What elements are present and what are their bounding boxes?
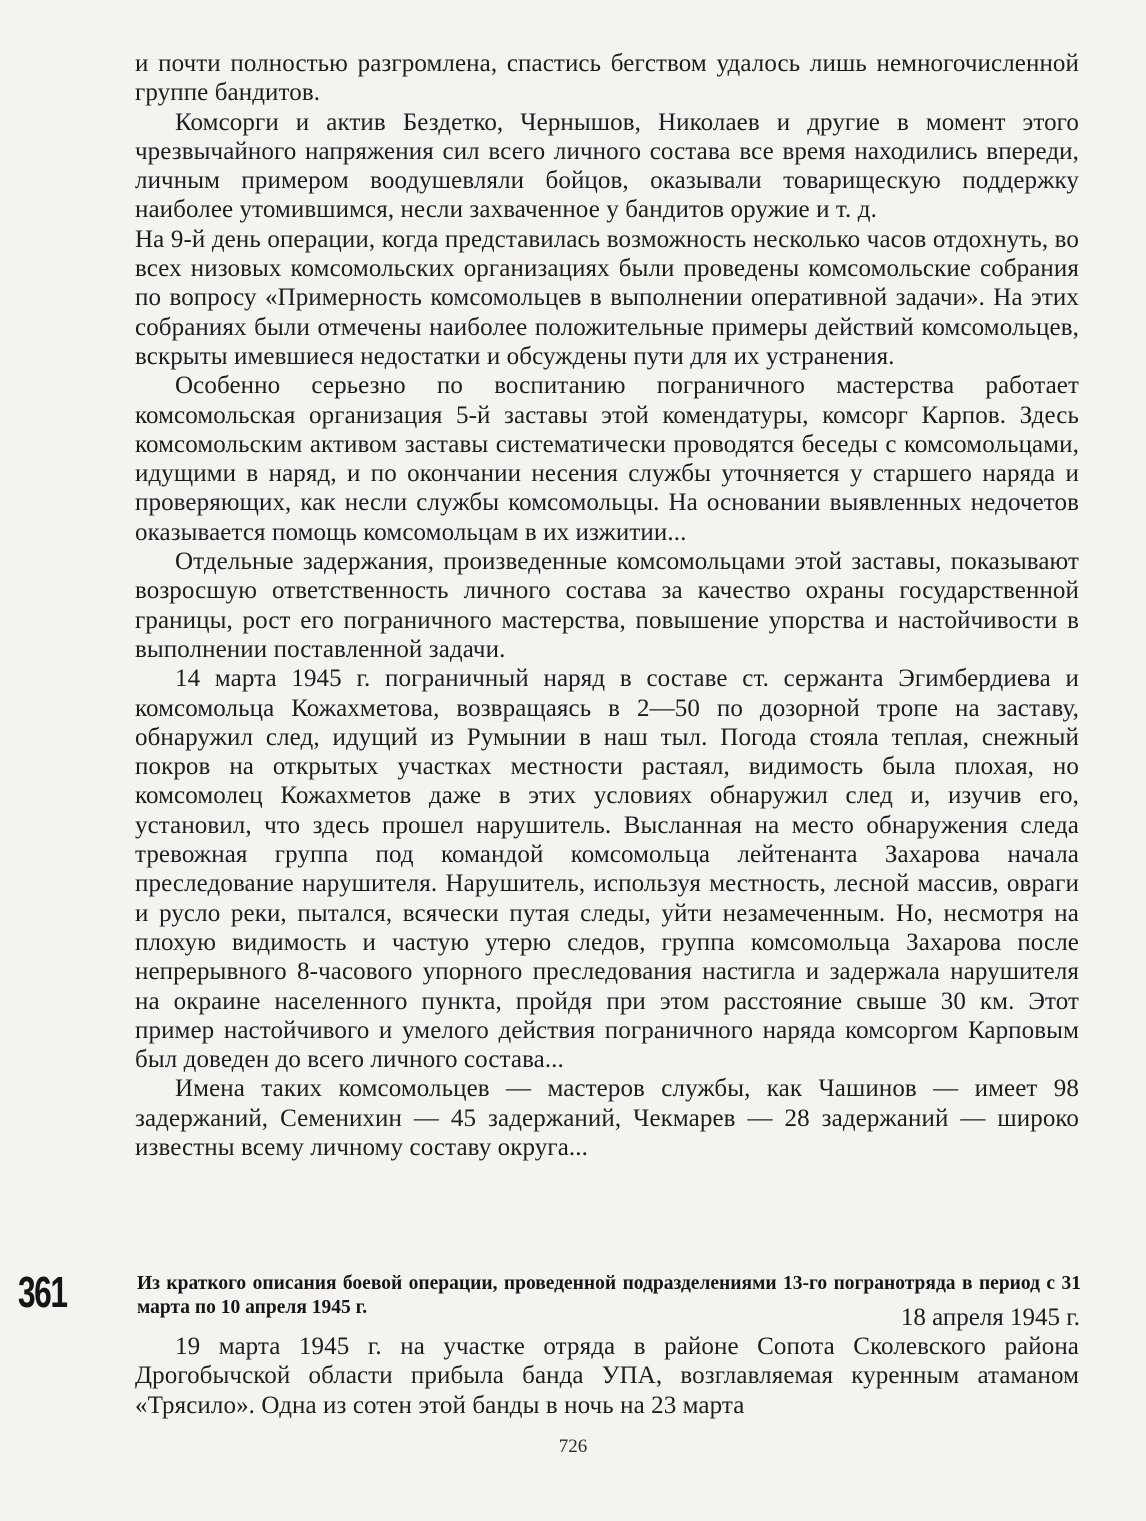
paragraph: Особенно серьезно по воспитанию пограничного мастерства работает комсомольская организация 5-й заставы этой комендатуры, комсорг Карпов. Здесь комсомольским активом заставы систематически проводятся беседы с комсомольцами, идущими в наряд, и по окончании несения службы уточняется у старшего наряда и проверяющих, как несли службы комсомольцы. На основании выявленных недочетов оказывается помощь комсомольцам в их изжитии... [135,372,1079,546]
document-heading: Из краткого описания боевой операции, проведенной подразделениями 13-го погранотряда в период с 31 марта по 10 апреля 1945 г. [137,1273,1081,1318]
document-body [135,1332,1079,1420]
paragraph: Имена таких комсомольцев — мастеров службы, как Чашинов — имеет 98 задержаний, Семенихин — 45 задержаний, Чекмарев — 28 задержаний — широко известны всему личному составу округа... [135,1075,1079,1161]
paragraph: и почти полностью разгромлена, спастись бегством удалось лишь немногочисленной группе бандитов. [135,50,1079,107]
paragraph: 19 марта 1945 г. на участке отряда в районе Сопота Сколевского района Дрогобычской области прибыла банда УПА, возглавляемая куренным атаманом «Трясило». Одна из сотен этой банды в ночь на 23 марта [135,1333,1079,1419]
paragraph: 14 марта 1945 г. пограничный наряд в составе ст. сержанта Эгимбердиева и комсомольца Кожахметова, возвращаясь в 2—50 по дозорной тропе на заставу, обнаружил след, идущий из Румынии в наш тыл. Погода стояла теплая, снежный покров на открытых участках местности растаял, видимость была плохая, но комсомолец Кожахметов даже в этих условиях обнаружил след и, изучив его, установил, что здесь прошел нарушитель. Высланная на место обнаружения следа тревожная группа под командой комсомольца лейтенанта Захарова начала преследование нарушителя. Нарушитель, используя местность, лесной массив, овраги и русло реки, пытался, всячески путая следы, уйти незамеченным. Но, несмотря на плохую видимость и частую утерю следов, группа комсомольца Захарова после непрерывного 8-часового упорного преследования настигла и задержала нарушителя на окраине населенного пункта, пройдя при этом расстояние свыше 30 км. Этот пример настойчивого и умелого действия пограничного наряда комсоргом Карповым был доведен до всего личного состава... [135,665,1079,1074]
paragraph: Комсорги и актив Бездетко, Чернышов, Николаев и другие в момент этого чрезвычайного напряжения сил всего личного состава все время находились впереди, личным примером воодушевляли бойцов, оказывали товарищескую поддержку наиболее утомившимся, несли захваченное у бандитов оружие и т. д. [135,108,1079,224]
paragraph: На 9-й день операции, когда представилась возможность несколько часов отдохнуть, во всех низовых комсомольских организациях были проведены комсомольские собрания по вопросу «Примерность комсомольцев в выполнении оперативной задачи». На этих собраниях были отмечены наиболее положительные примеры действий комсомольцев, вскрыты имевшиеся недостатки и обсуждены пути для их устранения. [135,225,1079,370]
paragraph: Отдельные задержания, произведенные комсомольцами этой заставы, показывают возросшую ответственность личного состава за качество охраны государственной границы, рост его пограничного мастерства, повышение упорства и настойчивости в выполнении поставленной задачи. [135,548,1079,663]
main-text-block [135,49,1079,1162]
page-number: 726 [558,1436,588,1457]
document-number: 361 [18,1268,67,1317]
document-date: 18 апреля 1945 г. [900,1304,1080,1331]
